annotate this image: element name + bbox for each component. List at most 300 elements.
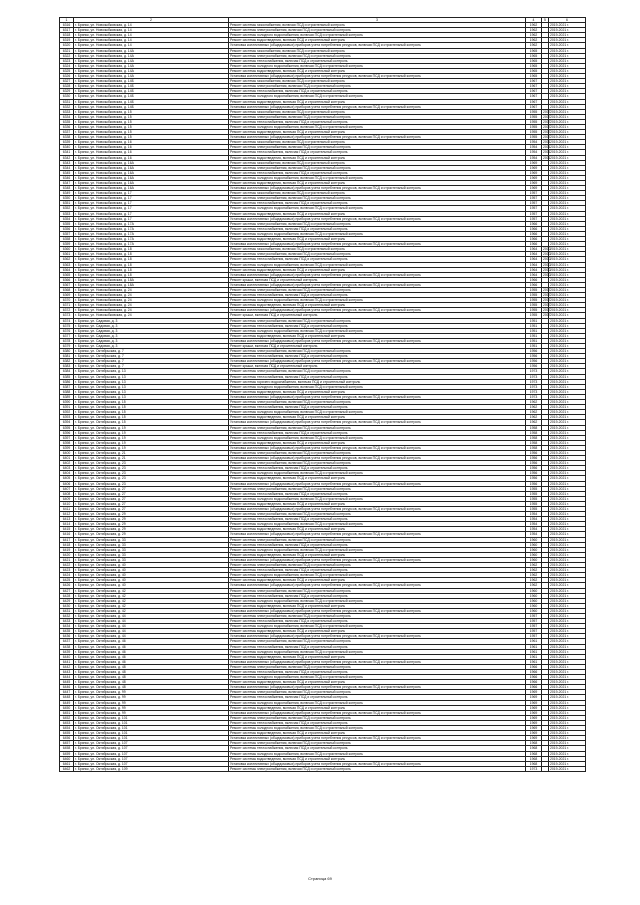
cell-period: 2019-2021 г. [549,175,586,180]
cell-year: 1965 [526,74,542,79]
cell-period: 2019-2021 г. [549,262,586,267]
cell-num: 6320 [60,43,74,48]
cell-num: 6430 [60,603,74,608]
cell-period: 2019-2021 г. [549,272,586,277]
cell-year: 1962 [526,578,542,583]
cell-address: г. Брянск, ул. Октябрьская, д. 7 [74,364,229,369]
cell-y2: 2007 [543,287,551,292]
cell-num: 6461 [60,761,74,766]
cell-address: г. Брянск, ул. Октябрьская, д. 48 [74,670,229,675]
cell-num: 6372 [60,308,74,313]
cell-num: 6390 [60,400,74,405]
cell-address: г. Брянск, ул. Октябрьская, д. 46 [74,644,229,649]
cell-year: 1960 [526,608,542,613]
cell-period: 2019-2021 г. [549,659,586,664]
cell-work: Ремонт системы электроснабжения, включая ПСД и строительный контроль [229,349,526,354]
cell-year: 1958 [526,425,542,430]
cell-y2: 2007 [543,308,551,313]
cell-address: г. Брянск, ул. Октябрьская, д. 99 [74,700,229,705]
cell-year: 1966 [526,680,542,685]
cell-period: 2019-2021 г. [549,761,586,766]
cell-work: Ремонт системы водоотведения, включая ПСД и строительный контроль [229,389,526,394]
cell-work: Ремонт системы водоотведения, включая ПСД и строительный контроль [229,578,526,583]
cell-work: Ремонт системы водоотведения, включая ПСД и строительный контроль [229,629,526,634]
cell-year: 1955 [526,501,542,506]
cell-address: г. Брянск, ул. Октябрьская, д. 29 [74,517,229,522]
cell-num: 6386 [60,379,74,384]
cell-address: г. Брянск, ул. Новозыбковская, д. 18 [74,247,229,252]
cell-work: Ремонт системы водоотведения, включая ПСД и строительный контроль [229,680,526,685]
cell-num: 6456 [60,736,74,741]
cell-work: Ремонт системы холодного водоснабжения, включая ПСД и строительный контроль [229,63,526,68]
cell-num: 6413 [60,517,74,522]
cell-year: 1966 [526,242,542,247]
cell-year: 1951 [526,328,542,333]
cell-address: г. Брянск, ул. Октябрьская, д. 44 [74,634,229,639]
cell-year: 1954 [526,517,542,522]
cell-y2: 2007 [543,109,551,114]
cell-address: г. Брянск, ул. Новозыбковская, д. 14Б [74,94,229,99]
cell-y2: 2000 [543,252,551,257]
cell-address: г. Брянск, ул. Октябрьская, д. 13 [74,374,229,379]
cell-work: Установка коллективных (общедомовых) приборов учета потребления ресурсов, включая ПСД и строительный контроль [229,557,526,562]
cell-address: г. Брянск, ул. Октябрьская, д. 7 [74,349,229,354]
cell-work: Ремонт системы электроснабжения, включая ПСД и строительный контроль [229,690,526,695]
cell-num: 6397 [60,435,74,440]
cell-period: 2019-2021 г. [549,145,586,150]
cell-year: 1967 [526,99,542,104]
cell-period: 2019-2021 г. [549,155,586,160]
cell-period: 2019-2021 г. [549,53,586,58]
cell-address: г. Брянск, ул. Новозыбковская, д. 15 [74,119,229,124]
cell-y2: 2001 [543,145,551,150]
cell-num: 6343 [60,160,74,165]
cell-period: 2019-2021 г. [549,751,586,756]
cell-year: 1958 [526,430,542,435]
cell-period: 2019-2021 г. [549,710,586,715]
cell-period: 2019-2021 г. [549,201,586,206]
cell-period: 2019-2021 г. [549,603,586,608]
cell-num: 6424 [60,573,74,578]
cell-work: Ремонт системы теплоснабжения, включая ПСД и строительный контроль [229,323,526,328]
cell-work: Ремонт системы теплоснабжения, включая ПСД и строительный контроль [229,119,526,124]
cell-work: Ремонт системы электроснабжения, включая ПСД и строительный контроль [229,287,526,292]
cell-address: г. Брянск, ул. Октябрьская, д. 99 [74,710,229,715]
column-header: 1 [60,18,74,23]
cell-work: Установка коллективных (общедомовых) приборов учета потребления ресурсов, включая ПСД и строительный контроль [229,186,526,191]
cell-num: 6391 [60,405,74,410]
cell-period: 2019-2021 г. [549,140,586,145]
cell-num: 6369 [60,293,74,298]
cell-period: 2019-2021 г. [549,578,586,583]
cell-num: 6435 [60,629,74,634]
cell-num: 6345 [60,170,74,175]
cell-year: 1951 [526,323,542,328]
cell-year: 1954 [526,140,542,145]
cell-period: 2019-2021 г. [549,720,586,725]
cell-year: 1969 [526,165,542,170]
cell-work: Ремонт системы холодного водоснабжения, включая ПСД и строительный контроль [229,547,526,552]
cell-address: г. Брянск, ул. Новозыбковская, д. 16 [74,145,229,150]
cell-num: 6363 [60,262,74,267]
cell-work: Ремонт системы холодного водоснабжения, включая ПСД и строительный контроль [229,94,526,99]
cell-year: 1960 [526,542,542,547]
cell-work: Установка коллективных (общедомовых) приборов учета потребления ресурсов, включая ПСД и строительный контроль [229,456,526,461]
cell-period: 2019-2021 г. [549,629,586,634]
cell-year: 1955 [526,313,542,318]
cell-year: 1956 [526,349,542,354]
cell-num: 6457 [60,741,74,746]
cell-work: Ремонт системы газоснабжения, включая ПСД и строительный контроль [229,160,526,165]
cell-work: Ремонт системы электроснабжения, включая ПСД и строительный контроль [229,400,526,405]
cell-num: 6423 [60,568,74,573]
cell-year: 1973 [526,379,542,384]
cell-year: 1966 [526,685,542,690]
cell-year: 1962 [526,415,542,420]
cell-num: 6338 [60,135,74,140]
cell-period: 2019-2021 г. [549,364,586,369]
cell-year: 1969 [526,700,542,705]
cell-work: Ремонт системы теплоснабжения, включая ПСД и строительный контроль [229,374,526,379]
cell-num: 6412 [60,512,74,517]
cell-period: 2019-2021 г. [549,94,586,99]
cell-num: 6350 [60,196,74,201]
cell-work: Ремонт системы водоотведения, включая ПСД и строительный контроль [229,333,526,338]
cell-work: Установка коллективных (общедомовых) приборов учета потребления ресурсов, включая ПСД и строительный контроль [229,242,526,247]
cell-period: 2019-2021 г. [549,726,586,731]
cell-address: г. Брянск, ул. Новозыбковская, д. 14 [74,23,229,28]
cell-year: 1957 [526,619,542,624]
cell-address: г. Брянск, ул. Октябрьская, д. 23 [74,471,229,476]
cell-num: 6364 [60,267,74,272]
cell-address: г. Брянск, ул. Октябрьская, д. 42 [74,593,229,598]
cell-num: 6330 [60,94,74,99]
cell-work: Ремонт системы электроснабжения, включая ПСД и строительный контроль [229,537,526,542]
cell-period: 2019-2021 г. [549,547,586,552]
cell-num: 6389 [60,394,74,399]
cell-address: г. Брянск, ул. Октябрьская, д. 27 [74,501,229,506]
cell-period: 2019-2021 г. [549,48,586,53]
cell-num: 6387 [60,384,74,389]
cell-year: 1962 [526,563,542,568]
cell-period: 2019-2021 г. [549,420,586,425]
cell-work: Ремонт системы теплоснабжения, включая ПСД и строительный контроль [229,170,526,175]
cell-work: Ремонт системы водоотведения, включая ПСД и строительный контроль [229,705,526,710]
cell-address: г. Брянск, ул. Новозыбковская, д. 24 [74,293,229,298]
cell-num: 6379 [60,344,74,349]
cell-num: 6405 [60,476,74,481]
cell-work: Установка коллективных (общедомовых) приборов учета потребления ресурсов, включая ПСД и строительный контроль [229,282,526,287]
cell-num: 6370 [60,298,74,303]
cell-num: 6353 [60,211,74,216]
cell-work: Ремонт системы водоотведения, включая ПСД и строительный контроль [229,267,526,272]
cell-period: 2019-2021 г. [549,501,586,506]
cell-address: г. Брянск, ул. Октябрьская, д. 23 [74,461,229,466]
cell-year: 1960 [526,537,542,542]
cell-period: 2019-2021 г. [549,181,586,186]
cell-period: 2019-2021 г. [549,695,586,700]
cell-year: 1956 [526,466,542,471]
cell-num: 6402 [60,461,74,466]
cell-y2: 2000 [543,262,551,267]
cell-year: 1954 [526,145,542,150]
cell-address: г. Брянск, ул. Новозыбковская, д. 14Б [74,79,229,84]
cell-year: 1962 [526,33,542,38]
cell-num: 6344 [60,165,74,170]
cell-address: г. Брянск, ул. Октябрьская, д. 40 [74,568,229,573]
cell-num: 6316 [60,23,74,28]
cell-period: 2019-2021 г. [549,491,586,496]
cell-period: 2019-2021 г. [549,79,586,84]
cell-address: г. Брянск, ул. Новозыбковская, д. 15 [74,114,229,119]
cell-num: 6420 [60,552,74,557]
cell-period: 2019-2021 г. [549,104,586,109]
cell-work: Ремонт системы теплоснабжения, включая ПСД и строительный контроль [229,150,526,155]
cell-num: 6354 [60,216,74,221]
cell-address: г. Брянск, ул. Новозыбковская, д. 17 [74,211,229,216]
cell-num: 6322 [60,53,74,58]
cell-num: 6318 [60,33,74,38]
column-header: 2 [74,18,229,23]
cell-num: 6422 [60,563,74,568]
cell-work: Установка коллективных (общедомовых) приборов учета потребления ресурсов, включая ПСД и строительный контроль [229,608,526,613]
cell-period: 2019-2021 г. [549,349,586,354]
cell-year: 1954 [526,512,542,517]
cell-year: 1966 [526,664,542,669]
cell-work: Ремонт системы водоотведения, включая ПСД и строительный контроль [229,527,526,532]
cell-period: 2019-2021 г. [549,450,586,455]
cell-address: г. Брянск, ул. Октябрьская, д. 44 [74,624,229,629]
cell-year: 1955 [526,491,542,496]
cell-year: 1962 [526,405,542,410]
cell-year: 1965 [526,58,542,63]
cell-num: 6358 [60,237,74,242]
cell-address: г. Брянск, ул. Октябрьская, д. 101 [74,726,229,731]
cell-num: 6388 [60,389,74,394]
cell-work: Ремонт системы холодного водоснабжения, включая ПСД и строительный контроль [229,262,526,267]
cell-year: 1956 [526,364,542,369]
cell-year: 1969 [526,695,542,700]
cell-period: 2019-2021 г. [549,593,586,598]
cell-year: 1960 [526,603,542,608]
cell-num: 6439 [60,649,74,654]
cell-address: г. Брянск, ул. Новозыбковская, д. 14А [74,48,229,53]
cell-work: Ремонт системы водоотведения, включая ПСД и строительный контроль [229,130,526,135]
cell-period: 2019-2021 г. [549,384,586,389]
cell-num: 6414 [60,522,74,527]
cell-year: 1962 [526,583,542,588]
cell-work: Ремонт системы электроснабжения, включая ПСД и строительный контроль [229,53,526,58]
cell-period: 2019-2021 г. [549,537,586,542]
cell-work: Ремонт системы водоотведения, включая ПСД и строительный контроль [229,415,526,420]
cell-work: Ремонт системы теплоснабжения, включая ПСД и строительный контроль [229,354,526,359]
cell-work: Ремонт системы газоснабжения, включая ПСД и строительный контроль [229,79,526,84]
cell-year: 1961 [526,639,542,644]
cell-year: 1961 [526,659,542,664]
cell-work: Ремонт системы водоотведения, включая ПСД и строительный контроль [229,237,526,242]
cell-address: г. Брянск, ул. Новозыбковская, д. 14Б [74,84,229,89]
cell-period: 2019-2021 г. [549,186,586,191]
cell-work: Установка коллективных (общедомовых) приборов учета потребления ресурсов, включая ПСД и строительный контроль [229,481,526,486]
cell-period: 2019-2021 г. [549,405,586,410]
cell-work: Ремонт системы водоотведения, включая ПСД и строительный контроль [229,654,526,659]
cell-address: г. Брянск, ул. Октябрьская, д. 40 [74,573,229,578]
cell-num: 6442 [60,664,74,669]
cell-address: г. Брянск, ул. Октябрьская, д. 44 [74,613,229,618]
cell-num: 6328 [60,84,74,89]
cell-address: г. Брянск, ул. Новозыбковская, д. 24 [74,313,229,318]
cell-year: 1955 [526,486,542,491]
cell-num: 6396 [60,430,74,435]
cell-num: 6385 [60,374,74,379]
cell-address: г. Брянск, ул. Октябрьская, д. 21 [74,450,229,455]
cell-address: г. Брянск, ул. Октябрьская, д. 42 [74,603,229,608]
cell-y2: 2007 [543,303,551,308]
cell-work: Ремонт системы электроснабжения, включая ПСД и строительный контроль [229,741,526,746]
cell-year: 1956 [526,471,542,476]
cell-address: г. Брянск, ул. Октябрьская, д. 13 [74,379,229,384]
cell-num: 6384 [60,369,74,374]
cell-work: Ремонт системы теплоснабжения, включая ПСД и строительный контроль [229,695,526,700]
cell-address: г. Брянск, ул. Октябрьская, д. 23 [74,481,229,486]
cell-num: 6371 [60,303,74,308]
cell-year: 1973 [526,766,542,771]
cell-work: Ремонт системы холодного водоснабжения, включая ПСД и строительный контроль [229,384,526,389]
cell-num: 6392 [60,410,74,415]
cell-work: Ремонт системы электроснабжения, включая ПСД и строительный контроль [229,318,526,323]
cell-period: 2019-2021 г. [549,532,586,537]
cell-work: Установка коллективных (общедомовых) приборов учета потребления ресурсов, включая ПСД и строительный контроль [229,583,526,588]
cell-address: г. Брянск, ул. Новозыбковская, д. 17 [74,216,229,221]
cell-period: 2019-2021 г. [549,573,586,578]
cell-address: г. Брянск, ул. Новозыбковская, д. 15 [74,130,229,135]
cell-year: 1969 [526,705,542,710]
cell-year: 1956 [526,450,542,455]
cell-work: Ремонт системы холодного водоснабжения, включая ПСД и строительный контроль [229,33,526,38]
cell-period: 2019-2021 г. [549,277,586,282]
cell-year: 1965 [526,48,542,53]
cell-year: 1956 [526,461,542,466]
cell-period: 2019-2021 г. [549,74,586,79]
cell-work: Ремонт системы водоотведения, включая ПСД и строительный контроль [229,181,526,186]
cell-num: 6398 [60,440,74,445]
cell-address: г. Брянск, ул. Новозыбковская, д. 14А [74,58,229,63]
cell-period: 2019-2021 г. [549,206,586,211]
cell-num: 6400 [60,450,74,455]
cell-work: Ремонт системы водоотведения, включая ПСД и строительный контроль [229,155,526,160]
cell-period: 2019-2021 г. [549,226,586,231]
cell-num: 6410 [60,501,74,506]
cell-work: Ремонт системы холодного водоснабжения, включая ПСД и строительный контроль [229,231,526,236]
cell-num: 6334 [60,114,74,119]
cell-address: г. Брянск, ул. Новозыбковская, д. 17А [74,221,229,226]
cell-period: 2019-2021 г. [549,583,586,588]
cell-address: г. Брянск, ул. Октябрьская, д. 40 [74,583,229,588]
cell-period: 2019-2021 г. [549,634,586,639]
cell-num: 6381 [60,354,74,359]
cell-year: 1957 [526,629,542,634]
cell-num: 6335 [60,119,74,124]
cell-work: Установка коллективных (общедомовых) приборов учета потребления ресурсов, включая ПСД и строительный контроль [229,359,526,364]
cell-num: 6325 [60,68,74,73]
cell-year: 1969 [526,175,542,180]
cell-year: 1955 [526,130,542,135]
cell-address: г. Брянск, ул. Октябрьская, д. 48 [74,675,229,680]
cell-address: г. Брянск, ул. Новозыбковская, д. 17А [74,231,229,236]
cell-period: 2019-2021 г. [549,374,586,379]
cell-num: 6444 [60,675,74,680]
cell-address: г. Брянск, ул. Новозыбковская, д. 16 [74,140,229,145]
cell-num: 6340 [60,145,74,150]
cell-num: 6341 [60,150,74,155]
cell-address: г. Брянск, ул. Новозыбковская, д. 14 [74,33,229,38]
cell-period: 2019-2021 г. [549,211,586,216]
cell-work: Ремонт системы электроснабжения, включая ПСД и строительный контроль [229,114,526,119]
cell-period: 2019-2021 г. [549,89,586,94]
cell-period: 2019-2021 г. [549,700,586,705]
cell-period: 2019-2021 г. [549,471,586,476]
cell-period: 2019-2021 г. [549,644,586,649]
cell-year: 1964 [526,262,542,267]
cell-num: 6406 [60,481,74,486]
cell-address: г. Брянск, ул. Октябрьская, д. 29 [74,527,229,532]
cell-address: г. Брянск, ул. Новозыбковская, д. 14А [74,74,229,79]
cell-year: 1955 [526,298,542,303]
cell-address: г. Брянск, ул. Новозыбковская, д. 18А [74,282,229,287]
cell-period: 2019-2021 г. [549,379,586,384]
cell-address: г. Брянск, ул. Новозыбковская, д. 14 [74,28,229,33]
cell-y2: 2007 [543,135,551,140]
cell-year: 1962 [526,28,542,33]
cell-address: г. Брянск, ул. Новозыбковская, д. 17А [74,237,229,242]
cell-period: 2019-2021 г. [549,68,586,73]
column-header: 3 [229,18,526,23]
cell-address: г. Брянск, ул. Садовая, д. 3 [74,318,229,323]
cell-address: г. Брянск, ул. Октябрьская, д. 99 [74,705,229,710]
cell-num: 6374 [60,318,74,323]
cell-period: 2019-2021 г. [549,517,586,522]
cell-work: Установка коллективных (общедомовых) приборов учета потребления ресурсов, включая ПСД и строительный контроль [229,761,526,766]
cell-num: 6356 [60,226,74,231]
cell-year: 1973 [526,389,542,394]
cell-work: Ремонт крыши, включая ПСД и строительный контроль [229,277,526,282]
cell-y2: 2000 [543,247,551,252]
cell-address: г. Брянск, ул. Октябрьская, д. 107 [74,741,229,746]
cell-work: Ремонт системы теплоснабжения, включая ПСД и строительный контроль [229,58,526,63]
cell-year: 1957 [526,196,542,201]
cell-year: 1958 [526,445,542,450]
cell-address: г. Брянск, ул. Октябрьская, д. 40 [74,563,229,568]
cell-period: 2019-2021 г. [549,598,586,603]
cell-work: Ремонт системы водоотведения, включая ПСД и строительный контроль [229,38,526,43]
cell-work: Ремонт системы холодного водоснабжения, включая ПСД и строительный контроль [229,598,526,603]
cell-year: 1956 [526,476,542,481]
cell-num: 6323 [60,58,74,63]
cell-year: 1962 [526,38,542,43]
cell-num: 6346 [60,175,74,180]
cell-year: 1964 [526,272,542,277]
cell-period: 2019-2021 г. [549,43,586,48]
cell-num: 6342 [60,155,74,160]
cell-year: 1966 [526,231,542,236]
cell-work: Ремонт системы холодного водоснабжения, включая ПСД и строительный контроль [229,624,526,629]
cell-address: г. Брянск, ул. Новозыбковская, д. 14Б [74,104,229,109]
cell-work: Установка коллективных (общедомовых) приборов учета потребления ресурсов, включая ПСД и строительный контроль [229,710,526,715]
cell-work: Ремонт системы теплоснабжения, включая ПСД и строительный контроль [229,293,526,298]
cell-year: 1964 [526,247,542,252]
cell-period: 2019-2021 г. [549,221,586,226]
cell-num: 6394 [60,420,74,425]
